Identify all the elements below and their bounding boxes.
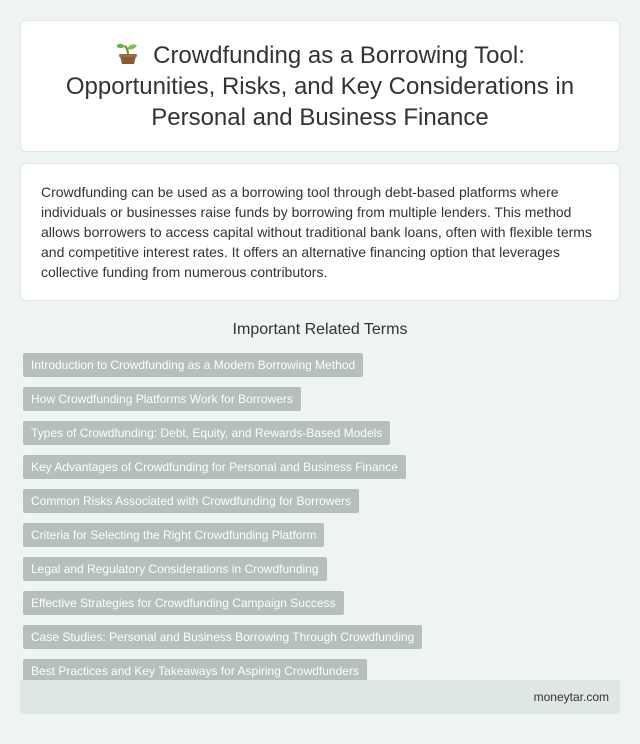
related-term-tag[interactable]: Introduction to Crowdfunding as a Modern Borrowing Method bbox=[23, 353, 363, 377]
related-term-tag[interactable]: Types of Crowdfunding: Debt, Equity, and Rewards-Based Models bbox=[23, 421, 390, 445]
related-term-tag[interactable]: Criteria for Selecting the Right Crowdfunding Platform bbox=[23, 523, 324, 547]
related-term-tag[interactable]: Effective Strategies for Crowdfunding Campaign Success bbox=[23, 591, 344, 615]
related-term-tag[interactable]: Best Practices and Key Takeaways for Aspiring Crowdfunders bbox=[23, 659, 367, 683]
seedling-icon bbox=[115, 40, 141, 66]
page-title-text: Crowdfunding as a Borrowing Tool: Opportunities, Risks, and Key Considerations in Personal and Business Finance bbox=[65, 41, 575, 131]
summary-text: Crowdfunding can be used as a borrowing tool through debt-based platforms where individuals or businesses raise funds by borrowing from multiple lenders. This method allows borrowers to access capital without traditional bank loans, often with flexible terms and competitive interest rates. It offers an alternative financing option that leverages collective funding from numerous contributors. bbox=[41, 184, 592, 280]
related-terms-heading: Important Related Terms bbox=[232, 321, 408, 338]
related-term-tag[interactable]: Common Risks Associated with Crowdfunding for Borrowers bbox=[23, 489, 359, 513]
footer bbox=[20, 680, 620, 714]
footer-site-link[interactable]: moneytar.com bbox=[533, 690, 609, 704]
related-term-tag[interactable]: How Crowdfunding Platforms Work for Borrowers bbox=[23, 387, 301, 411]
related-term-tag[interactable]: Legal and Regulatory Considerations in Crowdfunding bbox=[23, 557, 327, 581]
title-card bbox=[20, 20, 620, 152]
related-term-tag[interactable]: Case Studies: Personal and Business Borrowing Through Crowdfunding bbox=[23, 625, 422, 649]
related-term-tag[interactable]: Key Advantages of Crowdfunding for Personal and Business Finance bbox=[23, 455, 406, 479]
related-terms-list bbox=[23, 353, 623, 693]
summary-card bbox=[20, 163, 620, 301]
page-title bbox=[51, 40, 589, 133]
